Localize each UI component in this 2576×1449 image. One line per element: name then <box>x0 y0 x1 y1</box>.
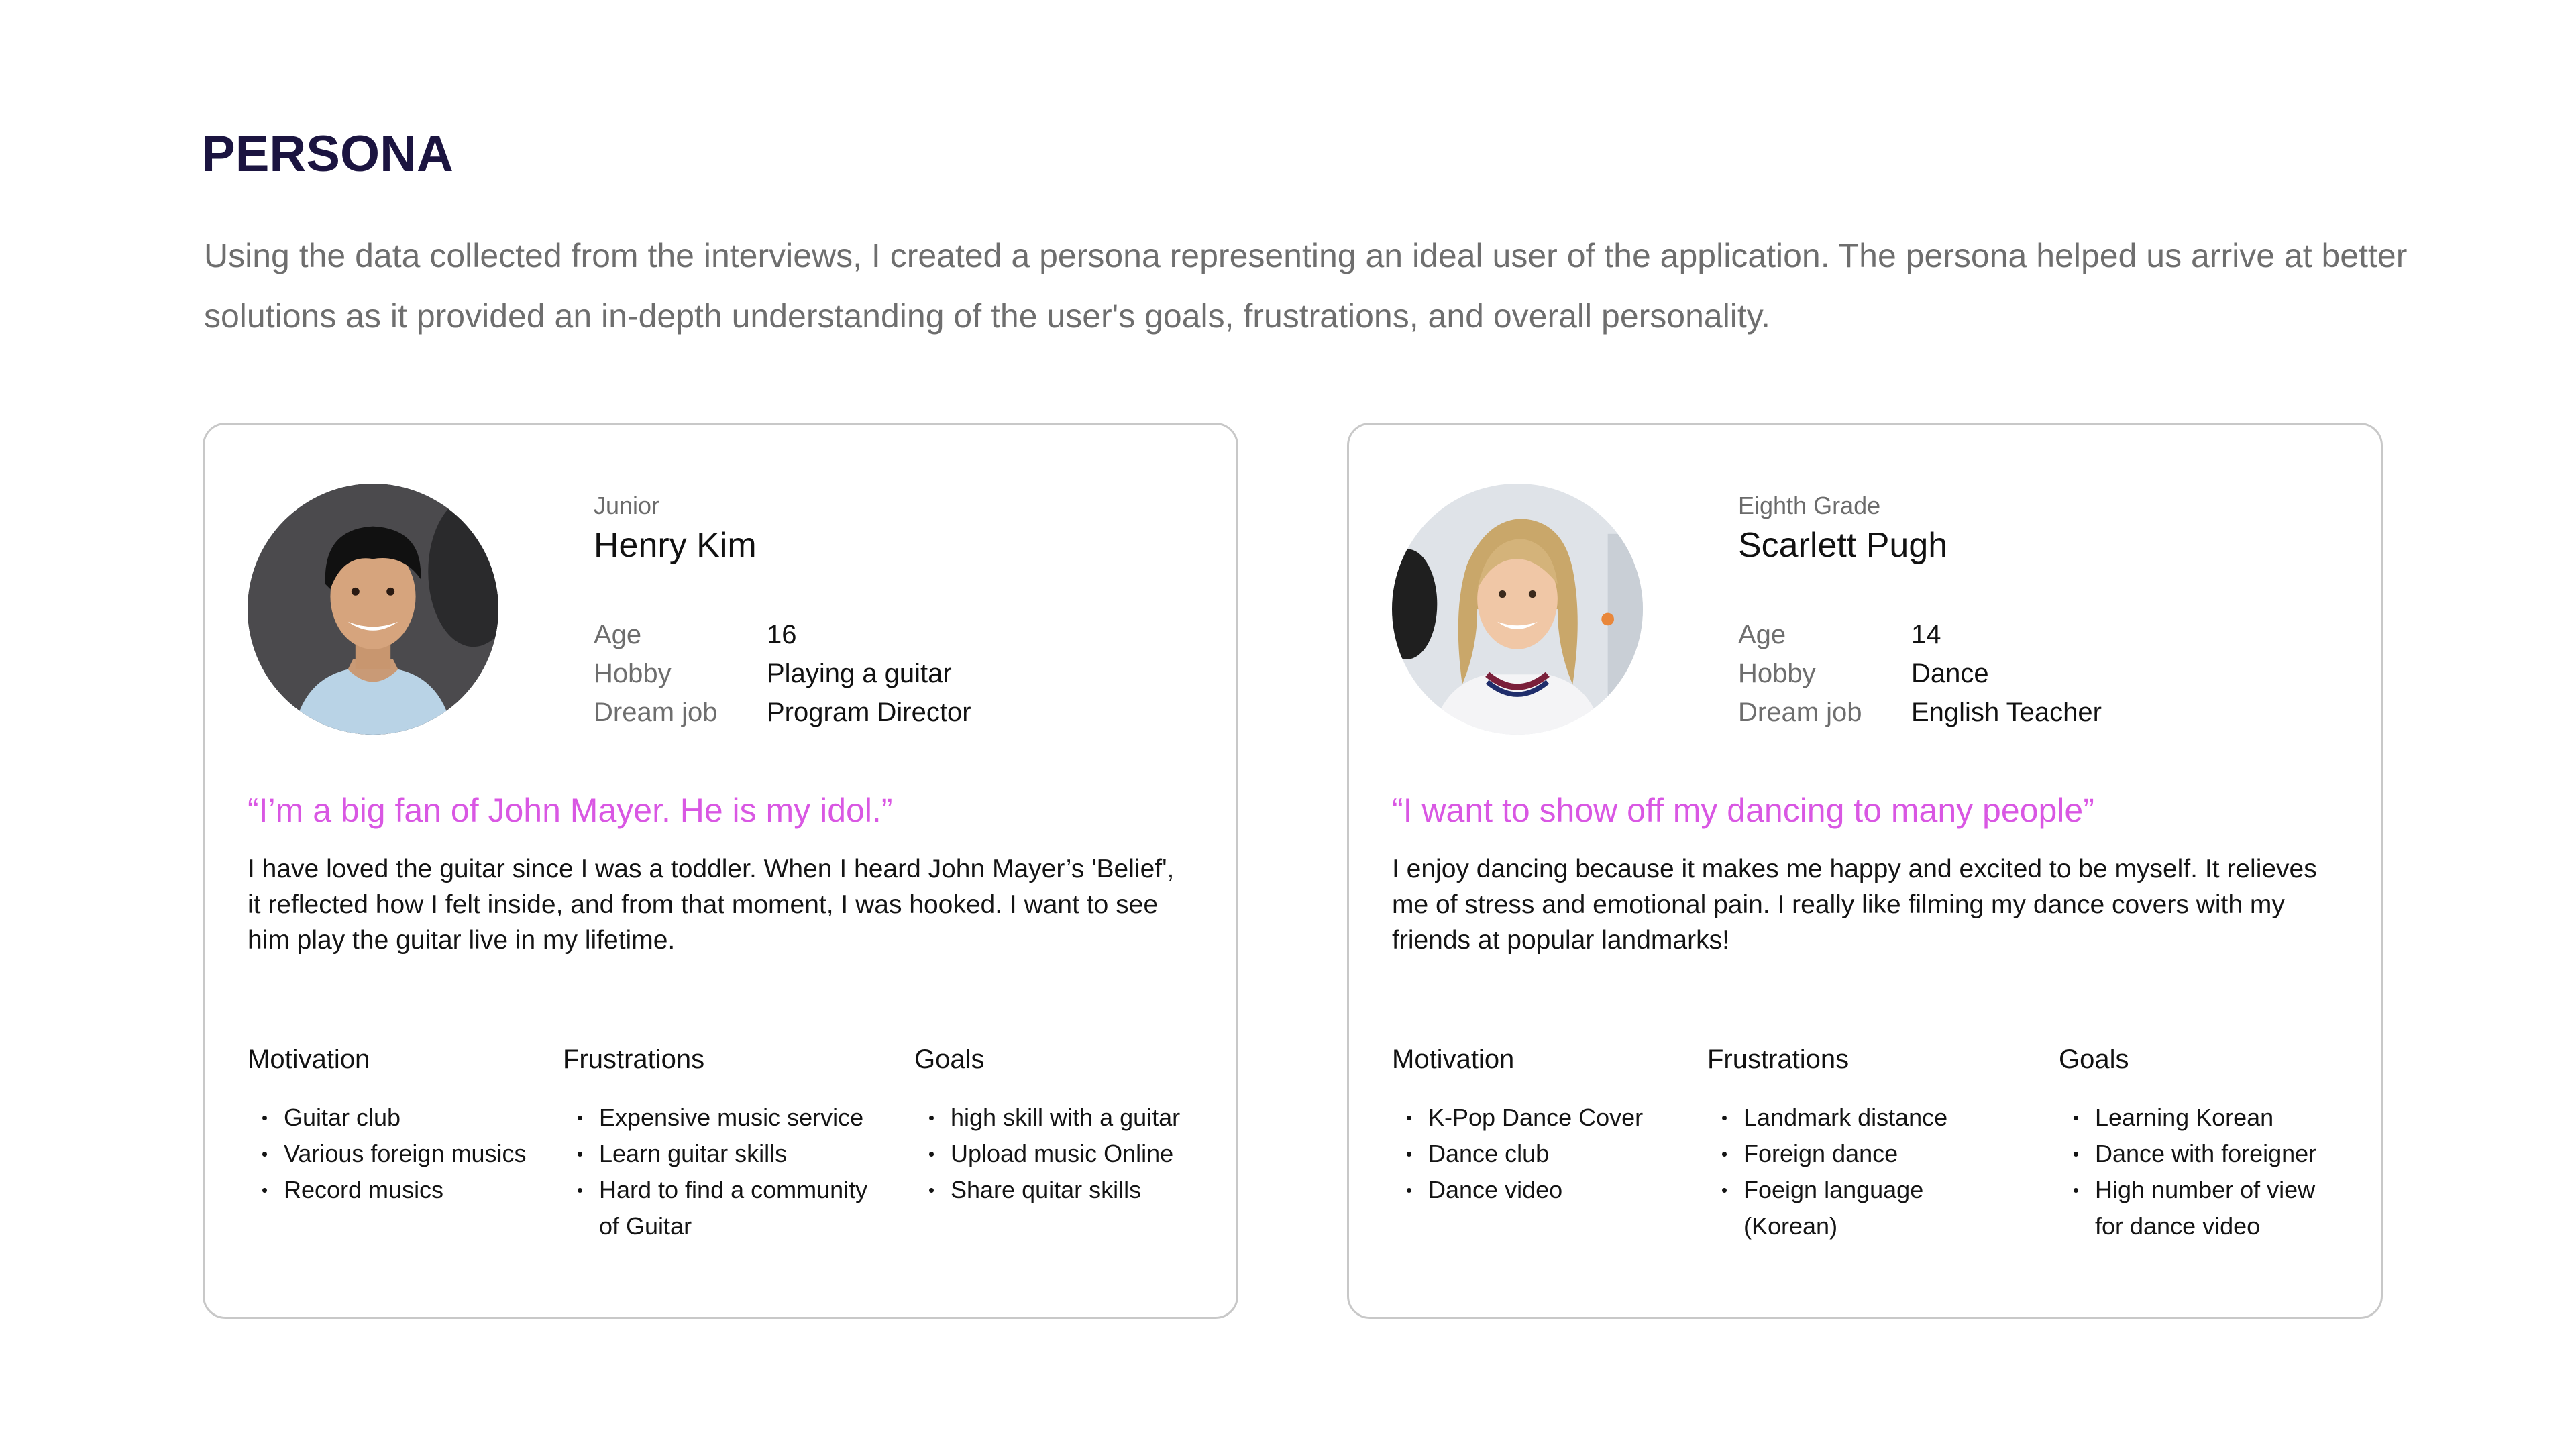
info-label-age: Age <box>594 619 642 649</box>
list-item: Dance video <box>1392 1172 1643 1208</box>
persona-info-table <box>594 615 971 732</box>
list-item <box>563 1172 867 1244</box>
info-row-age <box>1738 615 2102 654</box>
persona-grade: Junior <box>594 492 660 519</box>
frustrations-title: Frustrations <box>1707 1044 1849 1074</box>
persona-quote: “I want to show off my dancing to many people” <box>1392 792 2094 829</box>
list-item-line-continued: (Korean) <box>1743 1212 1838 1240</box>
persona-story: I enjoy dancing because it makes me happy and excited to be myself. It relieves me of stress and emotional pain. I really like filming my dance covers with my friends at popular landmarks! <box>1392 855 2317 955</box>
intro-paragraph: Using the data collected from the interviews, I created a persona representing an ideal user of the application. The persona helped us arrive at better solutions as it provided an in-depth understanding of the user's goals, frustrations, and overall personality. <box>204 237 2408 335</box>
goals-section <box>914 1040 1180 1208</box>
motivation-title: Motivation <box>248 1044 370 1074</box>
persona-name: Scarlett Pugh <box>1738 526 1948 565</box>
info-value-hobby: Playing a guitar <box>767 658 952 688</box>
frustrations-list <box>563 1099 867 1244</box>
persona-quote: “I’m a big fan of John Mayer. He is my idol.” <box>248 792 893 829</box>
persona-grade: Eighth Grade <box>1738 492 1881 519</box>
list-item: Various foreign musics <box>248 1136 526 1172</box>
persona-name: Henry Kim <box>594 526 757 565</box>
info-label-dream-job: Dream job <box>1738 697 1862 727</box>
motivation-title: Motivation <box>1392 1044 1515 1074</box>
list-item-line: Hard to find a community <box>599 1176 868 1203</box>
list-item: Upload music Online <box>914 1136 1180 1172</box>
portrait-illustration <box>1392 484 1643 735</box>
goals-title: Goals <box>914 1044 985 1074</box>
list-item: Record musics <box>248 1172 526 1208</box>
info-label-dream-job: Dream job <box>594 697 718 727</box>
goals-title: Goals <box>2059 1044 2129 1074</box>
info-row-age <box>594 615 971 654</box>
info-row-dream-job <box>1738 693 2102 732</box>
list-item: Learning Korean <box>2059 1099 2316 1136</box>
goals-list <box>914 1099 1180 1208</box>
list-item: Foreign dance <box>1707 1136 1947 1172</box>
list-item: Learn guitar skills <box>563 1136 867 1172</box>
list-item-line-continued: for dance video <box>2095 1212 2261 1240</box>
info-row-dream-job <box>594 693 971 732</box>
persona-card-scarlett <box>1347 423 2383 1319</box>
info-value-hobby: Dance <box>1911 658 1989 688</box>
list-item: Share quitar skills <box>914 1172 1180 1208</box>
info-value-age: 16 <box>767 619 797 649</box>
info-row-hobby <box>594 654 971 693</box>
info-label-age: Age <box>1738 619 1786 649</box>
motivation-list <box>248 1099 526 1208</box>
motivation-list <box>1392 1099 1643 1208</box>
persona-story: I have loved the guitar since I was a toddler. When I heard John Mayer’s 'Belief', it reflected how I felt inside, and from that moment, I was hooked. I want to see him play the guitar live in my lifetime. <box>248 855 1175 955</box>
list-item: Landmark distance <box>1707 1099 1947 1136</box>
list-item: Dance with foreigner <box>2059 1136 2316 1172</box>
portrait-illustration <box>248 484 498 735</box>
info-value-age: 14 <box>1911 619 1941 649</box>
list-item-line: High number of view <box>2095 1176 2316 1203</box>
info-value-dream-job: English Teacher <box>1911 697 2102 727</box>
frustrations-section <box>563 1040 867 1244</box>
goals-list <box>2059 1099 2316 1244</box>
info-row-hobby <box>1738 654 2102 693</box>
info-value-dream-job: Program Director <box>767 697 971 727</box>
frustrations-title: Frustrations <box>563 1044 705 1074</box>
list-item: K-Pop Dance Cover <box>1392 1099 1643 1136</box>
frustrations-section <box>1707 1040 1947 1244</box>
info-label-hobby: Hobby <box>1738 658 1816 688</box>
list-item: Dance club <box>1392 1136 1643 1172</box>
persona-card-henry <box>203 423 1238 1319</box>
list-item: high skill with a guitar <box>914 1099 1180 1136</box>
list-item <box>1707 1172 1947 1244</box>
list-item-line-continued: of Guitar <box>599 1212 692 1240</box>
info-label-hobby: Hobby <box>594 658 672 688</box>
page-title: PERSONA <box>201 125 453 182</box>
list-item <box>2059 1172 2316 1244</box>
persona-photo <box>1392 484 1643 735</box>
list-item: Expensive music service <box>563 1099 867 1136</box>
list-item: Guitar club <box>248 1099 526 1136</box>
goals-section <box>2059 1040 2316 1244</box>
frustrations-list <box>1707 1099 1947 1244</box>
persona-photo <box>248 484 498 735</box>
motivation-section <box>248 1040 526 1208</box>
persona-info-table <box>1738 615 2102 732</box>
list-item-line: Foeign language <box>1743 1176 1924 1203</box>
motivation-section <box>1392 1040 1643 1208</box>
